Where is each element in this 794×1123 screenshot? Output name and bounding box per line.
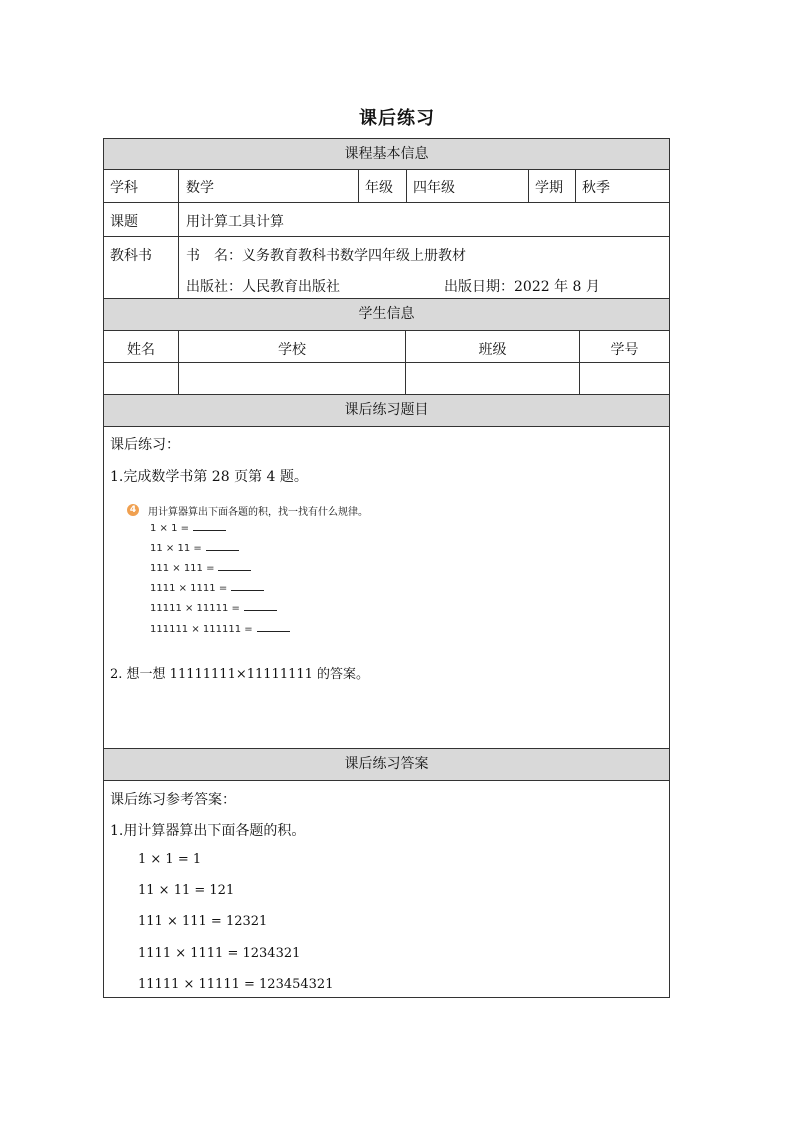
- exercise-number-badge: 4: [127, 504, 139, 516]
- exercise-line: [150, 602, 277, 614]
- student-info-header: [104, 299, 669, 330]
- exercise-question-2: 2. 想一想 11111111×11111111 的答案。: [110, 667, 370, 682]
- student-info-header-label: 学生信息: [358, 306, 415, 322]
- answer-line: 1 × 1 = 1: [138, 852, 202, 867]
- term-label: 学期: [535, 180, 563, 196]
- subject-label: 学科: [110, 180, 138, 196]
- answer-1-title: 1.用计算器算出下面各题的积。: [110, 823, 306, 839]
- answers-header: [104, 749, 669, 780]
- student-id-header: 学号: [610, 342, 639, 358]
- exercise-question-1: 1.完成数学书第 28 页第 4 题。: [110, 469, 308, 485]
- textbook-label: 教科书: [110, 248, 152, 264]
- answer-line: 11 × 11 = 121: [138, 883, 235, 898]
- term-value: 秋季: [582, 180, 610, 196]
- answer-blank: [231, 582, 264, 591]
- exercise-line-text: 1 × 1 =: [150, 523, 190, 534]
- subject-value: 数学: [186, 180, 214, 196]
- exercise-prompt: 用计算器算出下面各题的积，找一找有什么规律。: [148, 507, 368, 518]
- grade-label: 年级: [365, 180, 393, 196]
- answer-blank: [193, 522, 226, 531]
- exercise-line-text: 111 × 111 =: [150, 563, 215, 574]
- exercise-line-text: 11111 × 11111 =: [150, 603, 240, 614]
- answer-blank: [206, 542, 239, 551]
- answer-blank: [218, 562, 251, 571]
- student-name-header: 姓名: [127, 342, 155, 358]
- student-school-header: 学校: [278, 342, 306, 358]
- publication-date: 出版日期：2022 年 8 月: [444, 279, 600, 295]
- exercise-line-text: 11 × 11 =: [150, 543, 202, 554]
- answer-line: 11111 × 11111 = 123454321: [138, 977, 334, 992]
- page-title: 课后练习: [359, 108, 435, 129]
- grade-value: 四年级: [413, 180, 455, 196]
- answer-line: 111 × 111 = 12321: [138, 914, 268, 929]
- topic-label: 课题: [110, 214, 138, 230]
- answer-blank: [244, 602, 277, 611]
- answers-header-label: 课后练习答案: [344, 756, 429, 772]
- exercise-line-text: 111111 × 111111 =: [150, 624, 253, 635]
- student-class-header: 班级: [478, 342, 507, 358]
- book-name: 书 名：义务教育教科书数学四年级上册教材: [186, 248, 466, 264]
- exercise-line: [150, 562, 251, 574]
- exercise-line: [150, 582, 264, 594]
- publisher: 出版社：人民教育出版社: [186, 279, 340, 295]
- answers-intro: 课后练习参考答案：: [110, 792, 236, 808]
- exercise-intro: 课后练习：: [110, 437, 180, 453]
- exercise-line: [150, 623, 290, 635]
- exercise-header-label: 课后练习题目: [344, 402, 429, 418]
- answer-blank: [257, 623, 290, 632]
- exercise-header: [104, 395, 669, 426]
- answer-line: 1111 × 1111 = 1234321: [138, 946, 301, 961]
- exercise-line: [150, 542, 239, 554]
- course-info-header-label: 课程基本信息: [344, 146, 429, 162]
- course-info-header: [104, 139, 669, 169]
- exercise-line: [150, 522, 226, 534]
- exercise-line-text: 1111 × 1111 =: [150, 583, 228, 594]
- topic-value: 用计算工具计算: [186, 214, 284, 230]
